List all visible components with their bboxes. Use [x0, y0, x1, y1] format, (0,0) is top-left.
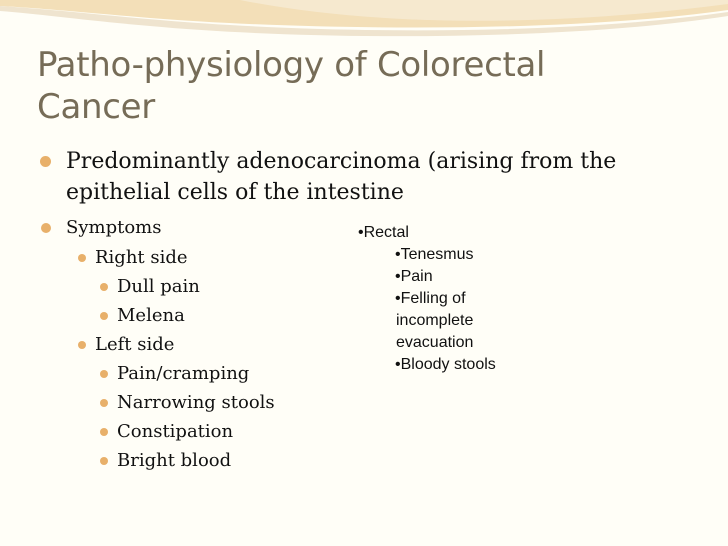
bullet-dot-icon — [78, 254, 86, 262]
rectal-heading: •Rectal — [358, 224, 409, 241]
bullet-dot-icon — [100, 428, 108, 436]
rectal-text-box — [358, 222, 496, 376]
bullet-text: epithelial cells of the intestine — [66, 180, 404, 205]
bullet-text: Melena — [117, 305, 185, 326]
bullet-bright-blood — [117, 448, 231, 474]
title-line-2: Cancer — [37, 87, 155, 127]
bullet-symptoms — [66, 215, 161, 241]
rectal-item-continued: evacuation — [396, 334, 474, 351]
bullet-text: Left side — [95, 334, 175, 355]
rectal-item: •Bloody stools — [395, 356, 496, 373]
bullet-adenocarcinoma — [66, 147, 616, 177]
bullet-melena — [117, 303, 185, 329]
title-line-1: Patho-physiology of Colorectal — [37, 45, 546, 85]
rectal-item-continued: incomplete — [396, 312, 474, 329]
bullet-left-side — [95, 332, 174, 358]
bullet-dot-icon — [40, 156, 51, 167]
bullet-dot-icon — [100, 457, 108, 465]
bullet-text: Dull pain — [117, 276, 200, 297]
bullet-dot-icon — [41, 223, 51, 233]
bullet-text: Bright blood — [117, 450, 232, 471]
bullet-right-side — [95, 245, 188, 271]
rectal-item: •Felling of — [395, 290, 466, 307]
bullet-text: Right side — [95, 247, 188, 268]
bullet-dot-icon — [100, 283, 108, 291]
bullet-text: Constipation — [117, 421, 234, 442]
bullet-narrowing-stools — [117, 390, 275, 416]
rectal-item: •Pain — [395, 268, 433, 285]
bullet-dot-icon — [100, 370, 108, 378]
bullet-pain-cramping — [117, 361, 249, 387]
bullet-dot-icon — [100, 399, 108, 407]
bullet-dot-icon — [100, 312, 108, 320]
bullet-adenocarcinoma-continued — [66, 178, 404, 208]
bullet-text: Pain/cramping — [117, 363, 250, 384]
bullet-constipation — [117, 419, 233, 445]
bullet-dull-pain — [117, 274, 200, 300]
bullet-text: Predominantly adenocarcinoma (arising from the — [66, 149, 617, 174]
bullet-text: Symptoms — [66, 217, 162, 238]
slide-title — [37, 44, 697, 128]
rectal-item: •Tenesmus — [395, 246, 474, 263]
bullet-dot-icon — [78, 341, 86, 349]
bullet-text: Narrowing stools — [117, 392, 275, 413]
